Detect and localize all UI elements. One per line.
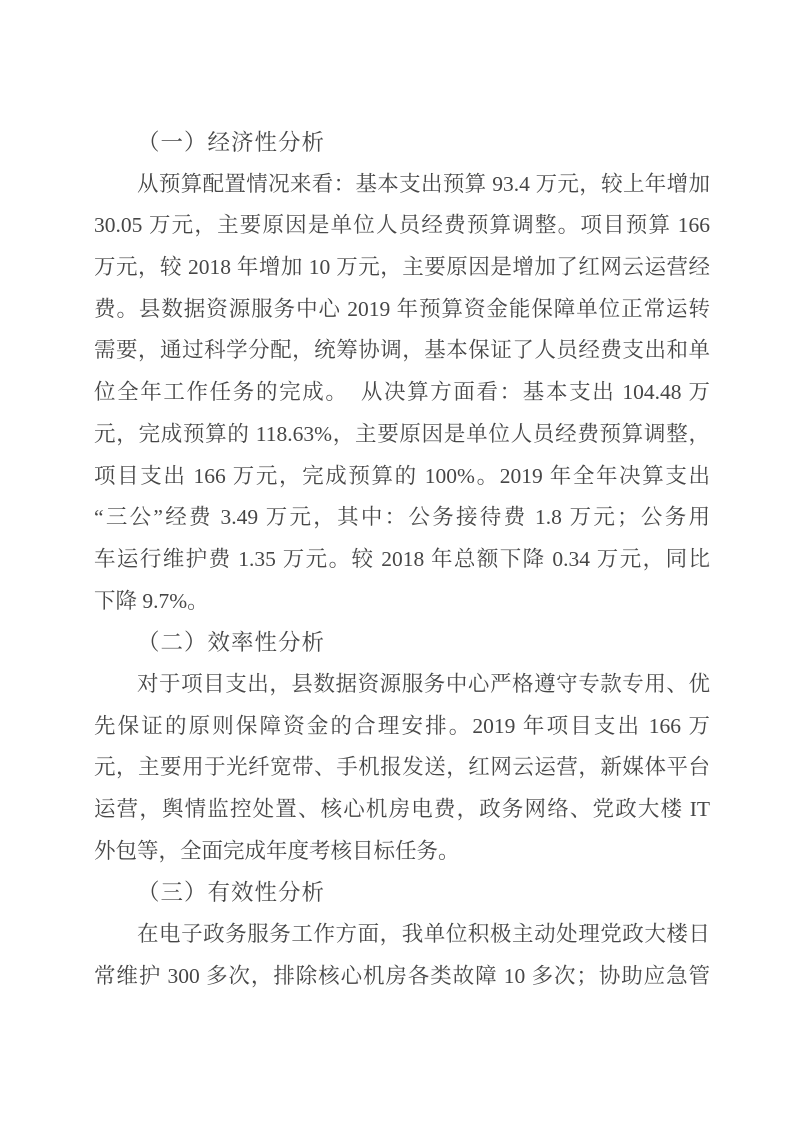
text-line: 需要，通过科学分配，统筹协调，基本保证了人员经费支出和单	[94, 338, 710, 363]
text-line: 位全年工作任务的完成。 从决算方面看：基本支出 104.48 万	[94, 380, 710, 405]
text-line: 车运行维护费 1.35 万元。较 2018 年总额下降 0.34 万元，同比	[94, 546, 710, 571]
text-line: 元，主要用于光纤宽带、手机报发送，红网云运营，新媒体平台	[94, 755, 710, 780]
section-heading-1: （一）经济性分析	[137, 130, 326, 155]
text-line: 常维护 300 多次，排除核心机房各类故障 10 多次；协助应急管	[94, 963, 710, 988]
section-heading-3: （三）有效性分析	[137, 880, 326, 906]
text-line: 费。县数据资源服务中心 2019 年预算资金能保障单位正常运转	[94, 296, 710, 321]
text-line: 下降 9.7%。	[94, 588, 209, 613]
document-content	[94, 122, 710, 997]
text-line: 项目支出 166 万元，完成预算的 100%。2019 年全年决算支出	[94, 463, 710, 488]
text-line: 先保证的原则保障资金的合理安排。2019 年项目支出 166 万	[94, 713, 710, 738]
text-line: 外包等，全面完成年度考核目标任务。	[94, 838, 460, 863]
text-line: 运营，舆情监控处置、核心机房电费，政务网络、党政大楼 IT	[94, 797, 710, 821]
text-line: 30.05 万元，主要原因是单位人员经费预算调整。项目预算 166	[94, 213, 710, 238]
text-line: “三公”经费 3.49 万元，其中：公务接待费 1.8 万元；公务用	[94, 505, 710, 530]
text-line: 对于项目支出，县数据资源服务中心严格遵守专款专用、优	[137, 671, 710, 696]
text-line: 万元，较 2018 年增加 10 万元，主要原因是增加了红网云运营经	[94, 255, 710, 280]
text-line: 元，完成预算的 118.63%，主要原因是单位人员经费预算调整，	[94, 421, 710, 446]
section-heading-2: （二）效率性分析	[137, 630, 326, 656]
text-line: 从预算配置情况来看：基本支出预算 93.4 万元，较上年增加	[137, 171, 710, 196]
text-line: 在电子政务服务工作方面，我单位积极主动处理党政大楼日	[137, 922, 710, 947]
